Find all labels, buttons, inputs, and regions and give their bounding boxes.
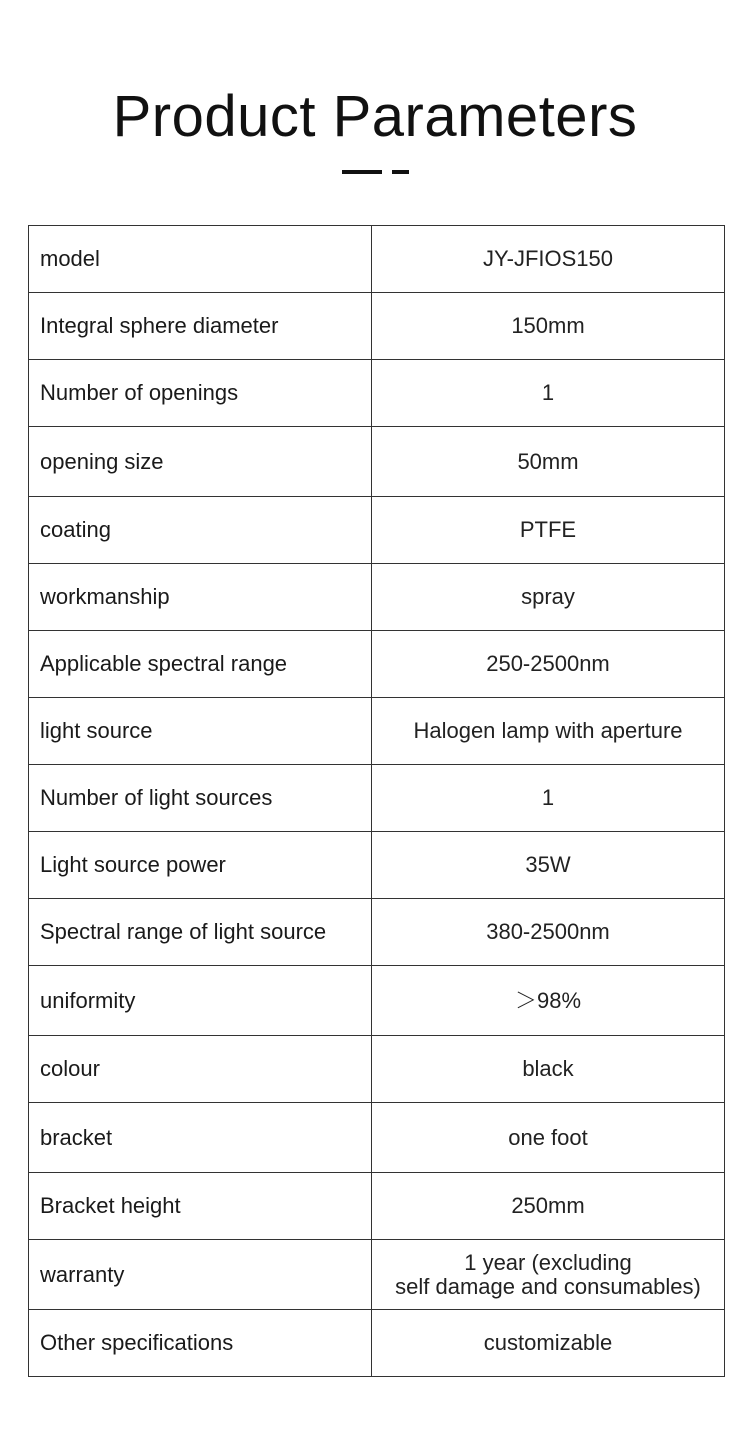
param-label: warranty [29, 1240, 372, 1310]
param-value: 250-2500nm [372, 631, 725, 698]
page-title: Product Parameters [112, 84, 638, 149]
table-row [29, 1240, 725, 1310]
param-value: 1 [372, 765, 725, 832]
param-label: Integral sphere diameter [29, 293, 372, 360]
param-label: Light source power [29, 832, 372, 899]
param-label: Applicable spectral range [29, 631, 372, 698]
table-row [29, 631, 725, 698]
param-label: Spectral range of light source [29, 899, 372, 966]
underline-short-dash [392, 170, 409, 174]
parameters-table [28, 225, 725, 1377]
param-value: customizable [372, 1310, 725, 1377]
table-row [29, 360, 725, 427]
table-row [29, 1036, 725, 1103]
table-row [29, 497, 725, 564]
param-value-multiline [372, 1240, 725, 1310]
table-row [29, 226, 725, 293]
param-label: light source [29, 698, 372, 765]
underline-long-dash [342, 170, 382, 174]
table-row [29, 427, 725, 497]
param-value-line: self damage and consumables) [395, 1273, 701, 1299]
param-value: PTFE [372, 497, 725, 564]
param-value: 150mm [372, 293, 725, 360]
param-label: uniformity [29, 966, 372, 1036]
table-row [29, 899, 725, 966]
table-row [29, 966, 725, 1036]
param-value: black [372, 1036, 725, 1103]
param-value: ＞98% [372, 966, 725, 1036]
param-value: 380-2500nm [372, 899, 725, 966]
table-row [29, 765, 725, 832]
param-value: 250mm [372, 1173, 725, 1240]
table-row [29, 1103, 725, 1173]
param-value: 50mm [372, 427, 725, 497]
param-label: coating [29, 497, 372, 564]
param-label: workmanship [29, 564, 372, 631]
param-label: model [29, 226, 372, 293]
param-label: bracket [29, 1103, 372, 1173]
table-row [29, 564, 725, 631]
table-row [29, 832, 725, 899]
param-label: Number of openings [29, 360, 372, 427]
param-value: spray [372, 564, 725, 631]
param-label: Bracket height [29, 1173, 372, 1240]
param-value: Halogen lamp with aperture [372, 698, 725, 765]
param-label: Number of light sources [29, 765, 372, 832]
param-value: one foot [372, 1103, 725, 1173]
param-label: opening size [29, 427, 372, 497]
param-value: 35W [372, 832, 725, 899]
param-value: JY-JFIOS150 [372, 226, 725, 293]
table-row [29, 293, 725, 360]
param-value: 1 [372, 360, 725, 427]
table-row [29, 1173, 725, 1240]
table-row [29, 698, 725, 765]
param-label: Other specifications [29, 1310, 372, 1377]
param-label: colour [29, 1036, 372, 1103]
table-row [29, 1310, 725, 1377]
param-value-line: 1 year (excluding [464, 1249, 632, 1275]
